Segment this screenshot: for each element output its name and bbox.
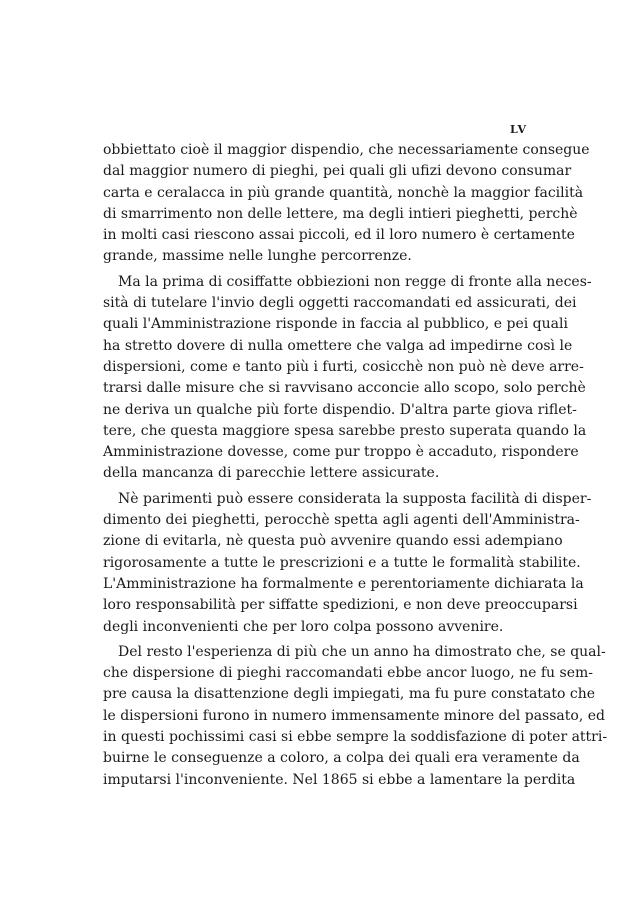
text-line: dal maggior numero di pieghi, pei quali gli ufizi devono consumar: [103, 163, 572, 180]
text-line: quali l'Amministrazione risponde in faccia al pubblico, e pei quali: [103, 316, 568, 333]
text-line: ha stretto dovere di nulla omettere che valga ad impedirne così le: [103, 337, 573, 354]
text-line: sità di tutelare l'invio degli oggetti raccomandati ed assicurati, dei: [103, 295, 577, 312]
text-line: L'Amministrazione ha formalmente e perentoriamente dichiarata la: [103, 575, 584, 592]
text-line: rigorosamente a tutte le prescrizioni e a tutte le formalità stabilite.: [103, 554, 581, 571]
text-line: degli inconvenienti che per loro colpa possono avvenire.: [103, 618, 504, 635]
text-line: tere, che questa maggiore spesa sarebbe presto superata quando la: [103, 422, 587, 439]
text-line: imputarsi l'inconveniente. Nel 1865 si ebbe a lamentare la perdita: [103, 771, 576, 788]
text-line: zione di evitarla, nè questa può avvenire quando essi adempiano: [103, 533, 563, 550]
paragraph: [103, 642, 608, 791]
body-text: [103, 140, 608, 791]
text-line: Ma la prima di cosiffatte obbiezioni non regge di fronte alla neces-: [118, 273, 592, 290]
text-line: dispersioni, come e tanto più i furti, cosicchè non può nè deve arre-: [103, 358, 584, 375]
paragraph: [103, 489, 592, 638]
text-line: in molti casi riescono assai piccoli, ed il loro numero è certamente: [103, 227, 575, 244]
text-line: di smarrimento non delle lettere, ma degli intieri pieghetti, perchè: [103, 205, 578, 222]
text-line: in questi pochissimi casi si ebbe sempre la soddisfazione di poter attri-: [103, 729, 608, 746]
text-line: obbiettato cioè il maggior dispendio, che necessariamente consegue: [103, 142, 590, 158]
text-line: della mancanza di parecchie lettere assicurate.: [103, 465, 440, 482]
text-line: Amministrazione dovesse, come pur troppo è accaduto, rispondere: [103, 444, 579, 461]
text-line: pre causa la disattenzione degli impiegati, ma fu pure constatato che: [103, 686, 596, 703]
text-line: grande, massime nelle lunghe percorrenze.: [103, 248, 412, 265]
text-line: loro responsabilità per siffatte spedizioni, e non deve preoccuparsi: [103, 597, 578, 614]
text-line: carta e ceralacca in più grande quantità, nonchè la maggior facilità: [103, 184, 584, 201]
text-line: trarsi dalle misure che si ravvisano acconcie allo scopo, solo perchè: [103, 380, 586, 397]
text-line: Nè parimenti può essere considerata la supposta facilità di disper-: [118, 490, 592, 507]
text-line: che dispersione di pieghi raccomandati ebbe ancor luogo, ne fu sem-: [103, 665, 593, 682]
text-line: dimento dei pieghetti, perocchè spetta agli agenti dell'Amministra-: [103, 512, 580, 529]
text-line: ne deriva un qualche più forte dispendio. D'altra parte giova riflet-: [103, 401, 577, 418]
text-line: buirne le conseguenze a coloro, a colpa dei quali era veramente da: [103, 750, 580, 767]
page-number: LV: [510, 123, 527, 136]
paragraph: [103, 140, 590, 268]
text-line: Del resto l'esperienza di più che un anno ha dimostrato che, se qual-: [118, 643, 606, 660]
text-line: le dispersioni furono in numero immensamente minore del passato, ed: [103, 707, 605, 724]
paragraph: [103, 272, 592, 485]
